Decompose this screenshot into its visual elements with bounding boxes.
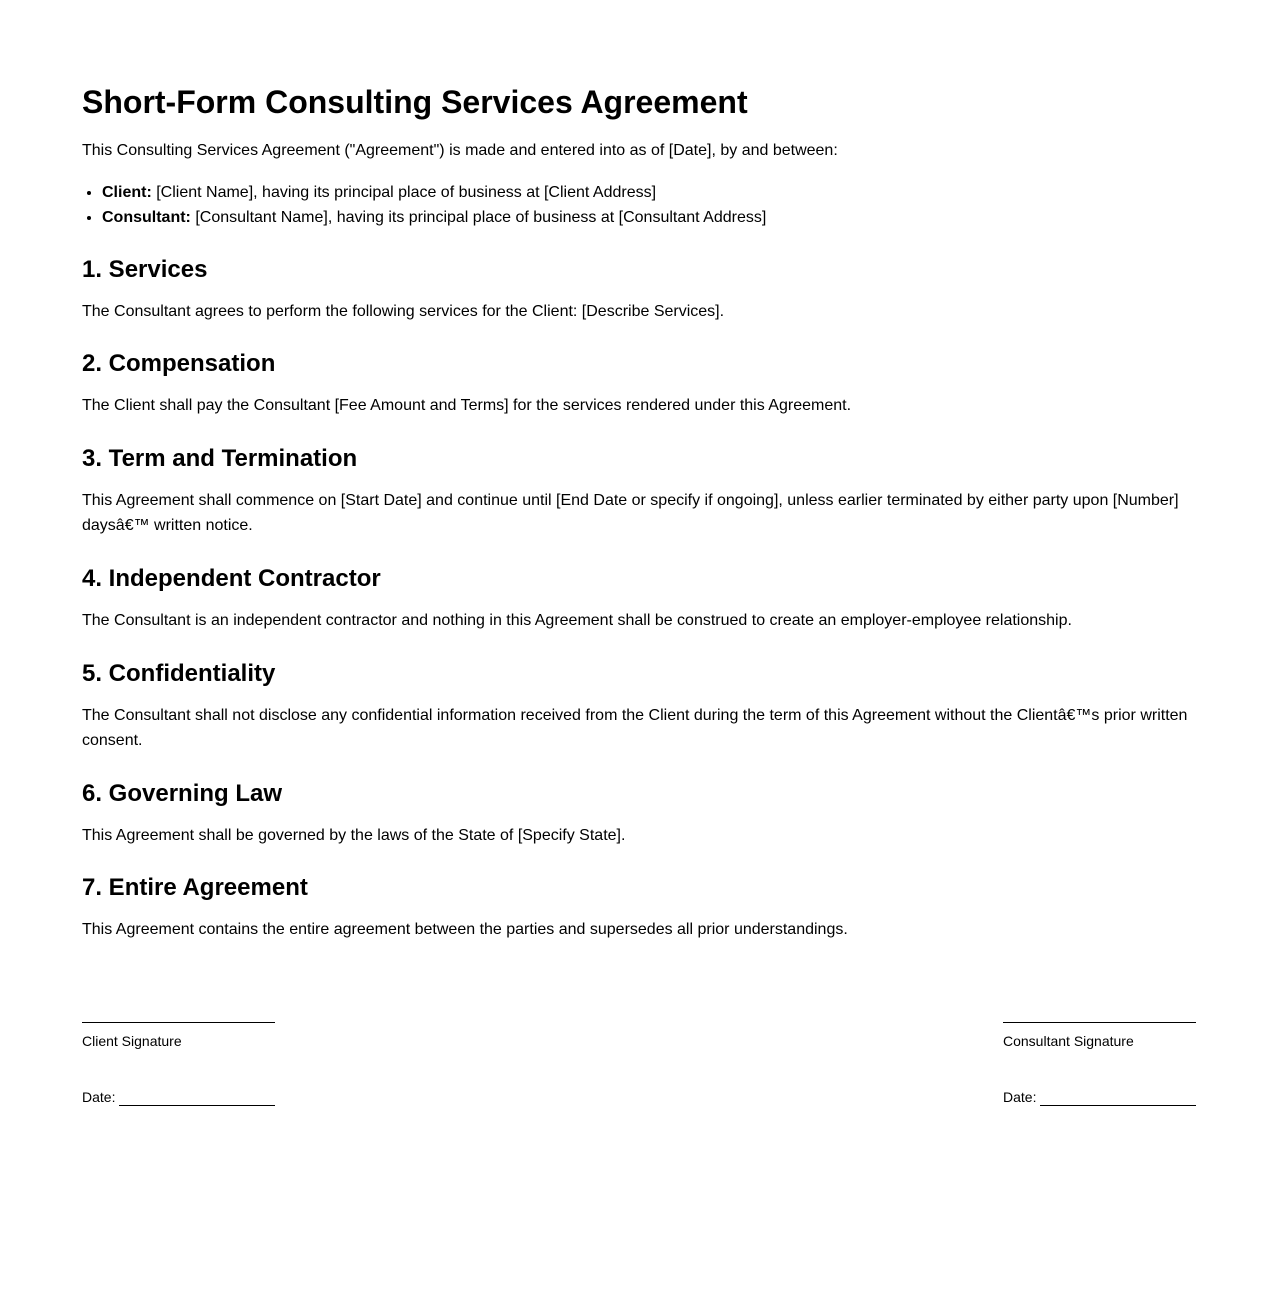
consultant-signature-label: Consultant Signature — [1003, 1033, 1134, 1049]
section-body: This Agreement shall commence on [Start Date] and continue until [End Date or specify if ongoing], unless earlier terminated by either party upon [Number] daysâ€™ written notice. — [82, 491, 1179, 535]
client-date-row — [82, 1089, 275, 1106]
section-body: The Consultant is an independent contractor and nothing in this Agreement shall be construed to create an employer-employee relationship. — [82, 611, 1072, 629]
section-governing-law — [82, 779, 1196, 849]
party-label: Consultant: — [102, 208, 191, 226]
party-text: [Client Name], having its principal place of business at [Client Address] — [151, 183, 657, 201]
consultant-date-row — [1003, 1089, 1196, 1106]
section-compensation — [82, 349, 1196, 419]
consultant-signature-line — [1003, 1022, 1196, 1023]
party-label: Client: — [102, 183, 152, 201]
section-body: The Client shall pay the Consultant [Fee Amount and Terms] for the services rendered under this Agreement. — [82, 397, 852, 415]
section-body: The Consultant agrees to perform the following services for the Client: [Describe Services]. — [82, 302, 725, 320]
party-consultant — [102, 205, 1196, 230]
client-signature-block — [82, 1022, 275, 1106]
party-client — [102, 180, 1196, 205]
parties-list — [82, 180, 1196, 230]
section-services — [82, 255, 1196, 325]
intro-paragraph: This Consulting Services Agreement ("Agreement") is made and entered into as of [Date], by and between: — [82, 142, 838, 159]
section-body: The Consultant shall not disclose any confidential information received from the Client during the term of this Agreement without the Clientâ€™s prior written consent. — [82, 706, 1188, 750]
client-signature-line — [82, 1022, 275, 1023]
section-term-termination — [82, 444, 1196, 539]
consultant-signature-block — [1003, 1022, 1196, 1106]
section-heading: 4. Independent Contractor — [82, 564, 381, 592]
client-date-label: Date: — [82, 1089, 116, 1105]
section-heading: 2. Compensation — [82, 350, 276, 378]
agreement-document — [82, 80, 1196, 943]
section-heading: 6. Governing Law — [82, 779, 283, 807]
consultant-date-line — [1040, 1091, 1196, 1106]
section-heading: 3. Term and Termination — [82, 444, 358, 472]
client-signature-label: Client Signature — [82, 1033, 182, 1049]
section-body: This Agreement shall be governed by the laws of the State of [Specify State]. — [82, 826, 626, 844]
party-text: [Consultant Name], having its principal place of business at [Consultant Address] — [190, 208, 767, 226]
client-date-line — [119, 1091, 275, 1106]
section-body: This Agreement contains the entire agreement between the parties and supersedes all prior understandings. — [82, 921, 848, 939]
document-title: Short-Form Consulting Services Agreement — [82, 84, 748, 120]
section-heading: 5. Confidentiality — [82, 659, 276, 687]
section-heading: 7. Entire Agreement — [82, 874, 308, 902]
section-entire-agreement — [82, 873, 1196, 943]
consultant-date-label: Date: — [1003, 1089, 1037, 1105]
section-confidentiality — [82, 659, 1196, 754]
section-independent-contractor — [82, 564, 1196, 634]
section-heading: 1. Services — [82, 255, 208, 283]
